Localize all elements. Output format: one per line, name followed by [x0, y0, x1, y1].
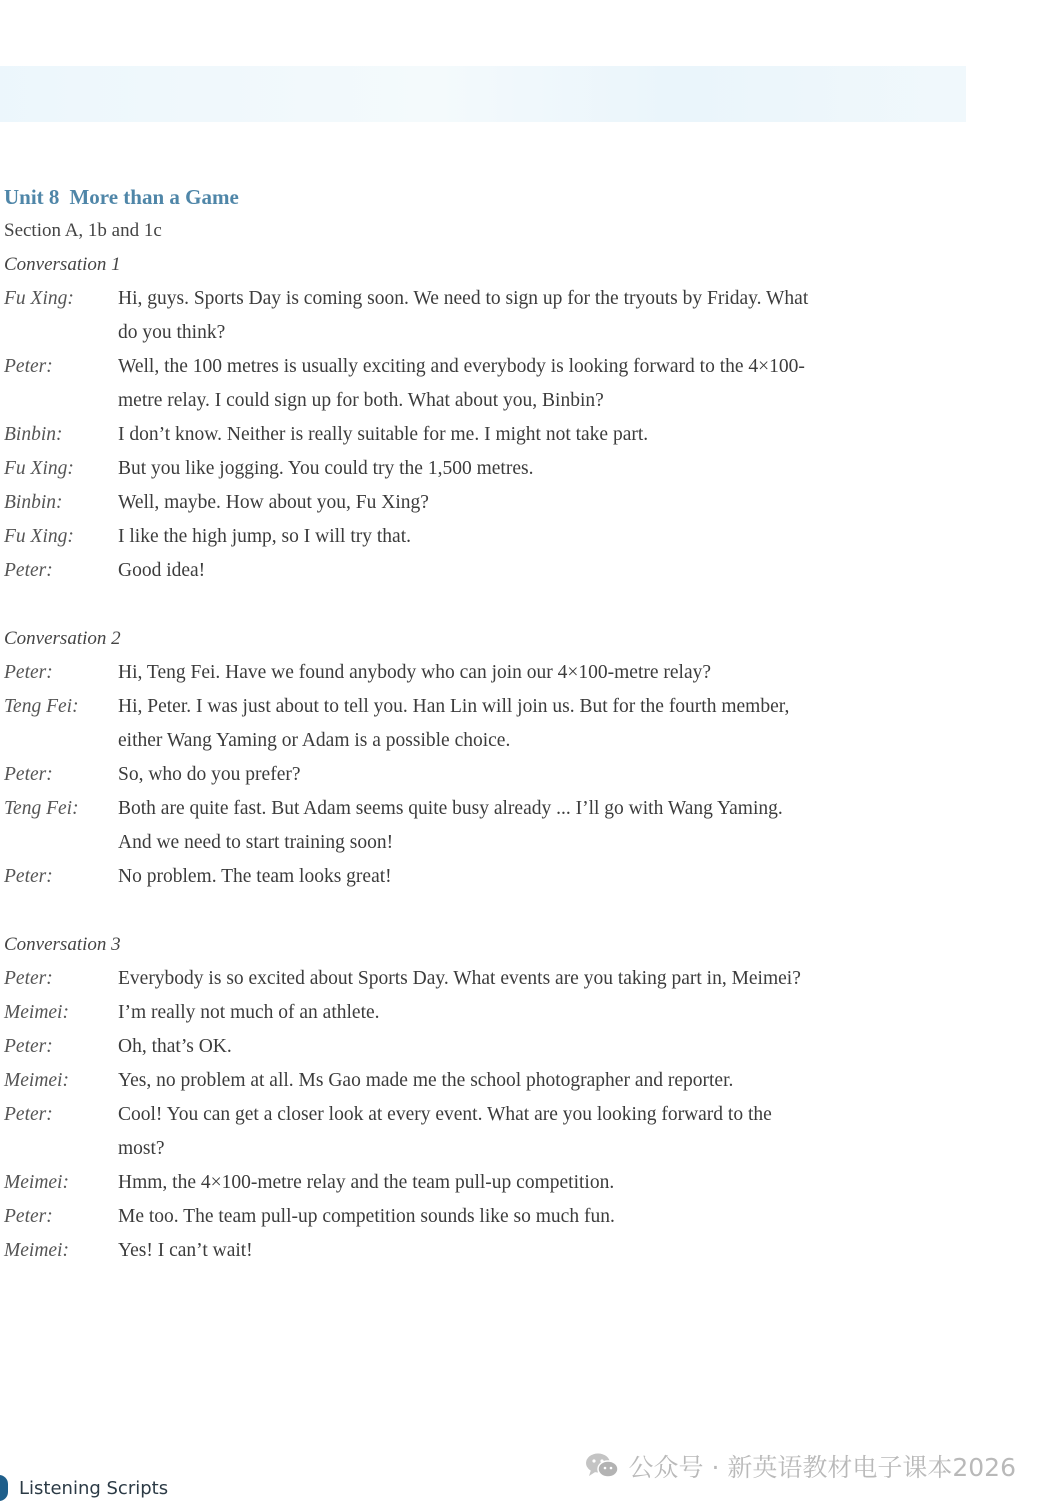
speaker-name: Meimei:	[4, 1002, 69, 1023]
dialogue-line	[4, 1234, 814, 1268]
watermark	[585, 1448, 1016, 1484]
header-banner	[0, 66, 966, 122]
speech-text: Hi, guys. Sports Day is coming soon. We need to sign up for the tryouts by Friday. What do you think?	[118, 288, 809, 343]
conversation-list	[4, 248, 814, 1268]
speaker-name: Fu Xing:	[4, 526, 74, 547]
dialogue-line	[4, 656, 814, 690]
speaker-name: Peter:	[4, 1206, 53, 1227]
speaker-name: Peter:	[4, 662, 53, 683]
dialogue-line	[4, 1166, 814, 1200]
speaker-name: Meimei:	[4, 1172, 69, 1193]
dialogue-line	[4, 554, 814, 588]
speaker-name: Peter:	[4, 764, 53, 785]
speaker-name: Meimei:	[4, 1070, 69, 1091]
speech-text: No problem. The team looks great!	[118, 866, 392, 887]
speaker-name: Peter:	[4, 1104, 53, 1125]
dialogue-line	[4, 350, 814, 418]
speech-text: Everybody is so excited about Sports Day. What events are you taking part in, Meimei?	[118, 968, 801, 989]
speech-text: Me too. The team pull-up competition sounds like so much fun.	[118, 1206, 615, 1227]
section-heading: Section A, 1b and 1c	[4, 220, 162, 241]
conversation-title: Conversation 1	[4, 254, 121, 275]
speech-text: Hi, Teng Fei. Have we found anybody who can join our 4×100-metre relay?	[118, 662, 712, 683]
dialogue-line	[4, 452, 814, 486]
speaker-name: Peter:	[4, 866, 53, 887]
dialogue-line	[4, 690, 814, 758]
speech-text: I’m really not much of an athlete.	[118, 1002, 380, 1023]
conversation-spacer	[4, 588, 814, 622]
dialogue-line	[4, 962, 814, 996]
footer-tab-marker	[0, 1475, 8, 1501]
conversation-title: Conversation 3	[4, 934, 121, 955]
speaker-name: Meimei:	[4, 1240, 69, 1261]
speech-text: So, who do you prefer?	[118, 764, 301, 785]
dialogue-line	[4, 996, 814, 1030]
speech-text: Good idea!	[118, 560, 206, 581]
dialogue-line	[4, 860, 814, 894]
speech-text: Yes, no problem at all. Ms Gao made me the school photographer and reporter.	[118, 1070, 734, 1091]
unit-name: More than a Game	[69, 185, 239, 209]
dialogue-line	[4, 418, 814, 452]
listening-script-content	[4, 180, 814, 1268]
speaker-name: Fu Xing:	[4, 288, 74, 309]
dialogue-line	[4, 520, 814, 554]
dialogue-line	[4, 758, 814, 792]
dialogue-line	[4, 1098, 814, 1166]
speaker-name: Binbin:	[4, 424, 63, 445]
speech-text: I like the high jump, so I will try that.	[118, 526, 412, 547]
conversation-title: Conversation 2	[4, 628, 121, 649]
speaker-name: Peter:	[4, 356, 53, 377]
dialogue-line	[4, 1064, 814, 1098]
speech-text: Oh, that’s OK.	[118, 1036, 232, 1057]
dialogue-line	[4, 792, 814, 860]
speech-text: Cool! You can get a closer look at every event. What are you looking forward to the most?	[118, 1104, 772, 1159]
conversation-spacer	[4, 894, 814, 928]
footer-label: Listening Scripts	[19, 1478, 169, 1499]
wechat-icon	[585, 1452, 619, 1480]
unit-title	[4, 180, 814, 214]
dialogue-line	[4, 486, 814, 520]
speech-text: Hi, Peter. I was just about to tell you. Han Lin will join us. But for the fourth member, either Wang Yaming or Adam is a possible choice.	[118, 696, 790, 751]
speech-text: Yes! I can’t wait!	[118, 1240, 253, 1261]
speaker-name: Binbin:	[4, 492, 63, 513]
speech-text: Both are quite fast. But Adam seems quite busy already ... I’ll go with Wang Yaming. And we need to start training soon!	[118, 798, 783, 853]
dialogue-line	[4, 1200, 814, 1234]
speaker-name: Fu Xing:	[4, 458, 74, 479]
speaker-name: Peter:	[4, 1036, 53, 1057]
speech-text: But you like jogging. You could try the 1,500 metres.	[118, 458, 534, 479]
speech-text: Well, maybe. How about you, Fu Xing?	[118, 492, 429, 513]
dialogue-line	[4, 282, 814, 350]
speech-text: I don’t know. Neither is really suitable for me. I might not take part.	[118, 424, 649, 445]
speech-text: Hmm, the 4×100-metre relay and the team pull-up competition.	[118, 1172, 615, 1193]
watermark-text: 公众号 · 新英语教材电子课本2026	[628, 1453, 1016, 1482]
speaker-name: Teng Fei:	[4, 696, 79, 717]
speech-text: Well, the 100 metres is usually exciting and everybody is looking forward to the 4×100-metre relay. I could sign up for both. What about you, Binbin?	[118, 356, 805, 411]
dialogue-line	[4, 1030, 814, 1064]
speaker-name: Teng Fei:	[4, 798, 79, 819]
speaker-name: Peter:	[4, 968, 53, 989]
speaker-name: Peter:	[4, 560, 53, 581]
unit-number: Unit 8	[4, 185, 60, 209]
